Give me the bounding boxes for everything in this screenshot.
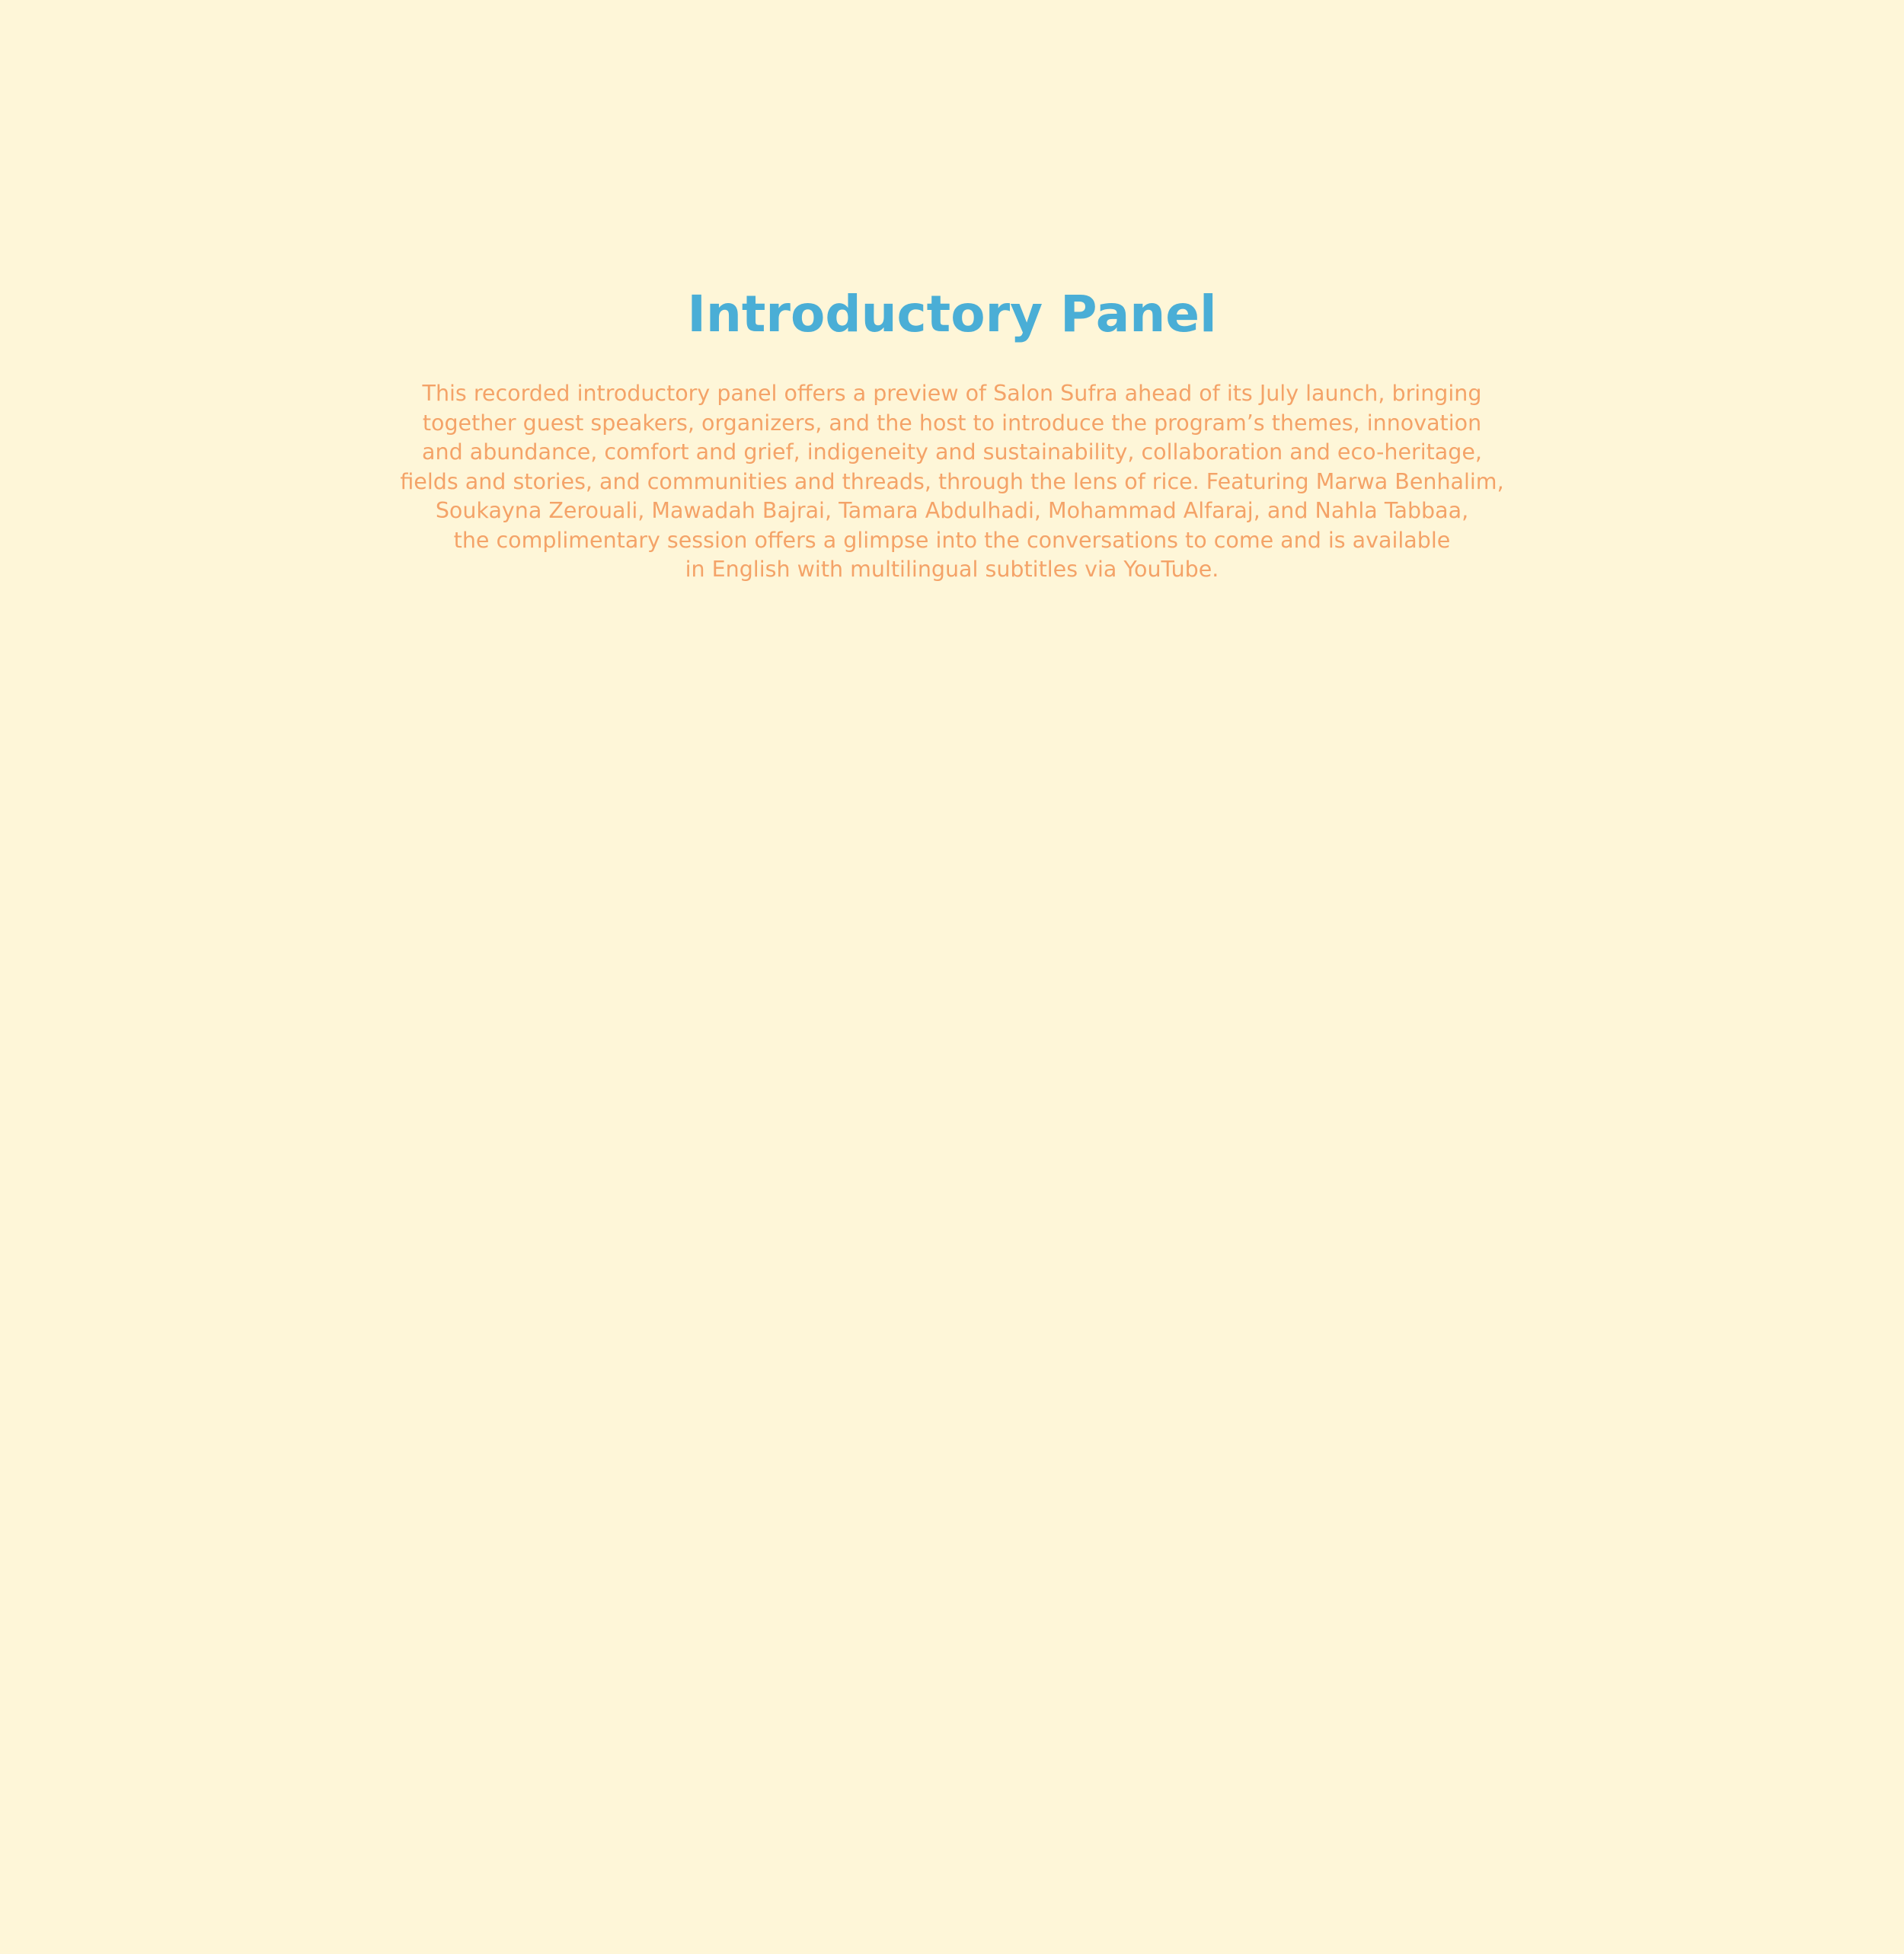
panel-description <box>381 379 1523 585</box>
description-line: together guest speakers, organizers, and the host to introduce the program’s themes, innovation <box>422 410 1482 436</box>
description-line: Soukayna Zerouali, Mawadah Bajrai, Tamara Abdulhadi, Mohammad Alfaraj, and Nahla Tabbaa, <box>435 498 1469 523</box>
description-line: fields and stories, and communities and threads, through the lens of rice. Featuring Marwa Benhalim, <box>400 468 1504 494</box>
description-line: the complimentary session offers a glimpse into the conversations to come and is available <box>453 527 1451 553</box>
page-title: Introductory Panel <box>687 285 1217 343</box>
description-line: in English with multilingual subtitles via YouTube. <box>685 557 1219 582</box>
description-line: This recorded introductory panel offers a preview of Salon Sufra ahead of its July launch, bringing <box>422 381 1482 406</box>
description-line: and abundance, comfort and grief, indigeneity and sustainability, collaboration and eco-heritage, <box>422 439 1482 465</box>
